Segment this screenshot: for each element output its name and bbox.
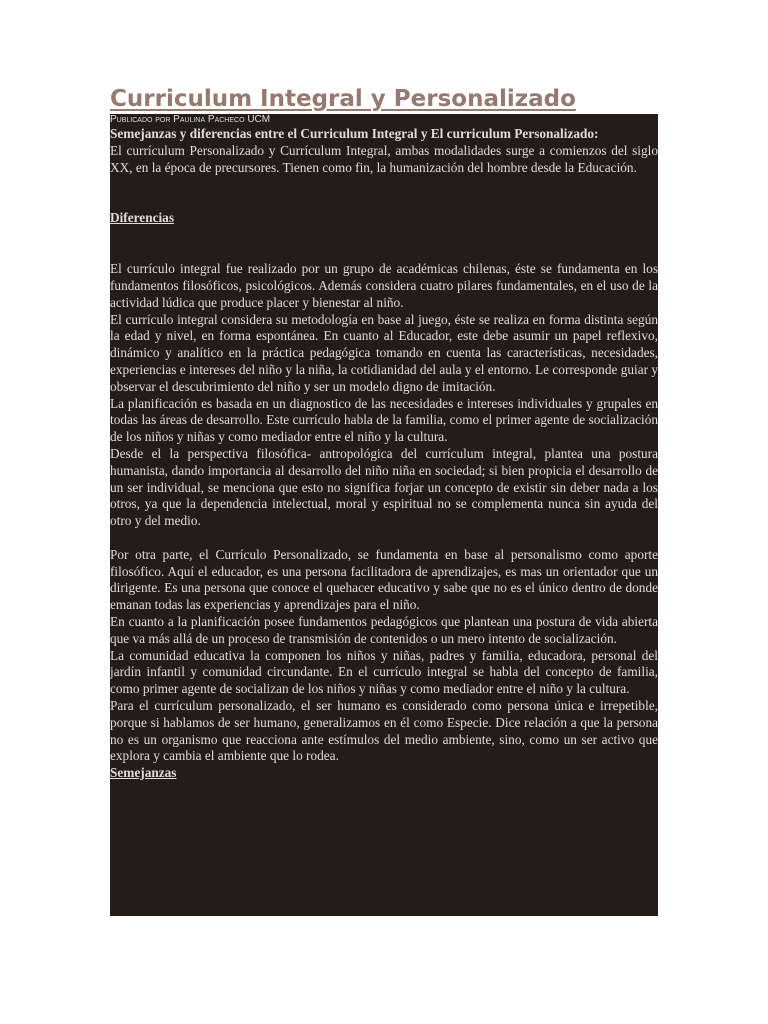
personalizado-paragraph-1: Por otra parte, el Currículo Personalizado, se fundamenta en base al personalismo como aporte filosófico. Aquí el educador, es una persona facilitadora de aprendizajes, es mas un orientador que un dirigente. Es una persona que conoce el quehacer educativo y sabe que no es el único dentro de donde emanan todas las experiencias y aprendizajes para el niño. <box>110 546 658 613</box>
integral-paragraph-3: La planificación es basada en un diagnostico de las necesidades e intereses individuales y grupales en todas las áreas de desarrollo. Este currículo habla de la familia, como el primer agente de socialización de los niños y niñas y como mediador entre el niño y la cultura. <box>110 395 658 445</box>
integral-paragraph-2: El currículo integral considera su metodología en base al juego, éste se realiza en forma distinta según la edad y nivel, en forma espontánea. En cuanto al Educador, este debe asumir un papel reflexivo, dinámico y analítico en la práctica pedagógica tomando en cuenta las características, necesidades, experiencias e intereses del niño y la niña, la cotidianidad del aula y el entorno. Le corresponde guiar y observar el descubrimiento del niño y ser un modelo digno de imitación. <box>110 311 658 394</box>
integral-paragraph-1: El currículo integral fue realizado por un grupo de académicas chilenas, éste se fundamenta en los fundamentos filosóficos, psicológicos. Además considera cuatro pilares fundamentales, en el uso de la actividad lúdica que produce placer y bienestar al niño. <box>110 261 658 310</box>
intro-paragraph: El currículum Personalizado y Currículum Integral, ambas modalidades surge a comienzos del siglo XX, en la época de precursores. Tienen como fin, la humanización del hombre desde la Educación. <box>110 142 658 175</box>
article-subtitle: Semejanzas y diferencias entre el Curriculum Integral y El curriculum Personalizado: <box>110 126 599 141</box>
personalizado-paragraph-2: En cuanto a la planificación posee fundamentos pedagógicos que plantean una postura de vida abierta que va más allá de un proceso de transmisión de contenidos o un mero intento de socialización. <box>110 613 658 646</box>
byline: Publicado por Paulina Pacheco UCM <box>110 114 271 125</box>
article-panel <box>110 114 658 916</box>
page-title[interactable]: Curriculum Integral y Personalizado <box>110 86 576 112</box>
integral-paragraph-4: Desde el la perspectiva filosófica- antropológica del currículum integral, plantea una postura humanista, dando importancia al desarrollo del niño niña en sociedad; si bien propicia el desarrollo de un ser individual, se menciona que esto no significa forjar un concepto de existir sin deber nada a los otros, ya que la dependencia intelectual, moral y espiritual no se complementa nunca sin ayuda del otro y del medio. <box>110 445 658 529</box>
personalizado-paragraph-3: La comunidad educativa la componen los niños y niñas, padres y familia, educadora, personal del jardín infantil y comunidad circundante. En el currículo integral se habla del concepto de familia, como primer agente de socializan de los niños y niñas y como mediador entre el niño y la cultura. <box>110 647 658 697</box>
spacer <box>110 227 658 261</box>
spacer <box>110 176 658 210</box>
personalizado-paragraph-4: Para el currículum personalizado, el ser humano es considerado como persona única e irrepetible, porque si hablamos de ser humano, generalizamos en él como Especie. Dice relación a que la persona no es un organismo que reacciona ante estímulos del medio ambiente, sino, como un ser activo que explora y cambia el ambiente que lo rodea. <box>110 697 658 764</box>
spacer <box>110 530 658 547</box>
semejanzas-heading: Semejanzas <box>110 765 177 781</box>
diferencias-heading: Diferencias <box>110 210 175 226</box>
